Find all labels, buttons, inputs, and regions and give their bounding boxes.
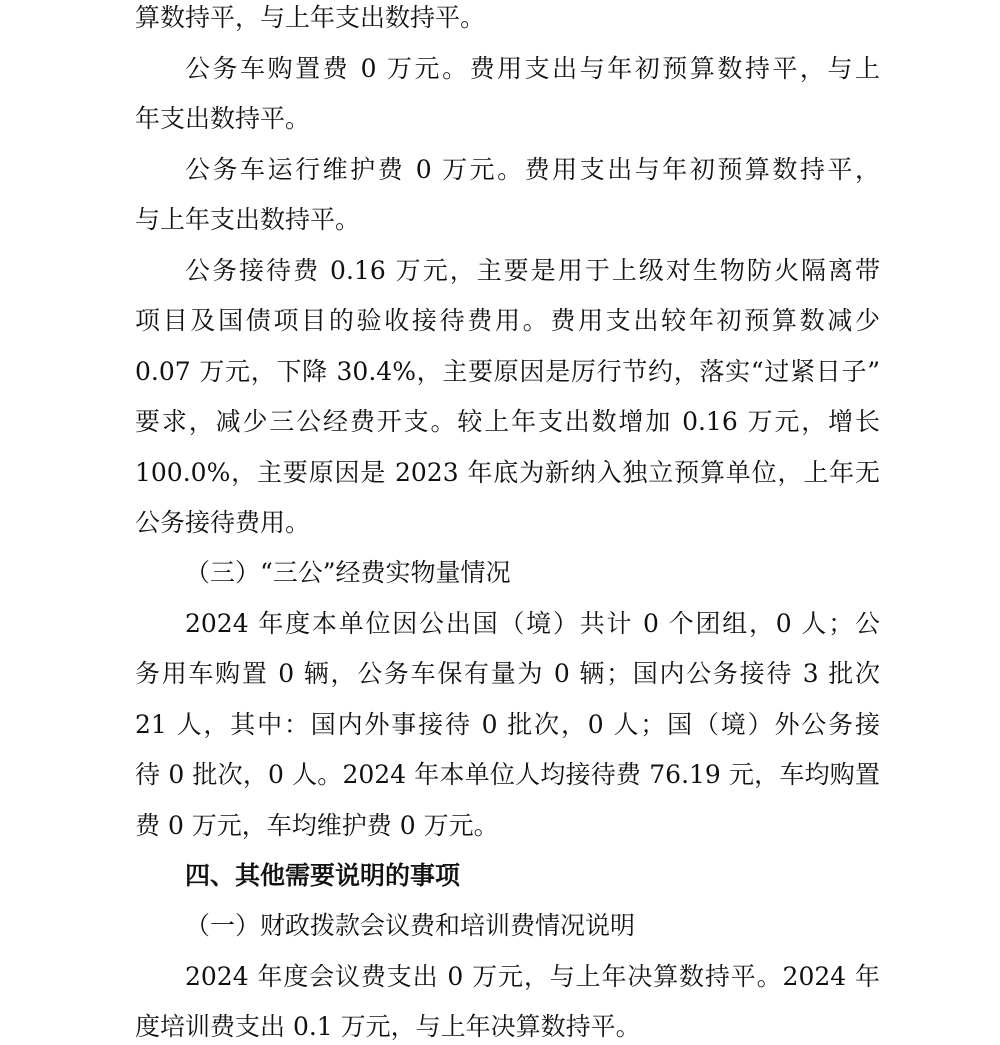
paragraph-line: 21 人，其中：国内外事接待 0 批次，0 人；国（境）外公务接 — [135, 710, 880, 739]
paragraph-line: 务用车购置 0 辆，公务车保有量为 0 辆；国内公务接待 3 批次 — [135, 659, 880, 688]
paragraph-line: 公务接待费 0.16 万元，主要是用于上级对生物防火隔离带 — [185, 256, 880, 285]
paragraph-line: 待 0 批次，0 人。2024 年本单位人均接待费 76.19 元，车均购置 — [135, 760, 880, 789]
paragraph-line: 要求，减少三公经费开支。较上年支出数增加 0.16 万元，增长 — [135, 407, 880, 436]
paragraph-line: 2024 年度本单位因公出国（境）共计 0 个团组，0 人；公 — [185, 609, 880, 638]
paragraph-line: 100.0%，主要原因是 2023 年底为新纳入独立预算单位，上年无 — [135, 458, 880, 487]
paragraph-line: 费 0 万元，车均维护费 0 万元。 — [135, 811, 499, 840]
paragraph-line: 2024 年度会议费支出 0 万元，与上年决算数持平。2024 年 — [185, 962, 880, 991]
paragraph-line: 度培训费支出 0.1 万元，与上年决算数持平。 — [135, 1012, 641, 1041]
paragraph-line: 年支出数持平。 — [135, 104, 311, 133]
paragraph-line: 公务车购置费 0 万元。费用支出与年初预算数持平，与上 — [185, 54, 880, 83]
section-heading: 四、其他需要说明的事项 — [185, 861, 461, 890]
section-subheading: （三）“三公”经费实物量情况 — [185, 558, 511, 587]
paragraph-line: 公务接待费用。 — [135, 508, 311, 537]
section-subheading: （一）财政拨款会议费和培训费情况说明 — [185, 911, 636, 940]
paragraph-line: 算数持平，与上年支出数持平。 — [135, 3, 486, 32]
paragraph-line: 项目及国债项目的验收接待费用。费用支出较年初预算数减少 — [135, 306, 880, 335]
paragraph-line: 公务车运行维护费 0 万元。费用支出与年初预算数持平， — [185, 155, 880, 184]
paragraph-line: 0.07 万元，下降 30.4%，主要原因是厉行节约，落实“过紧日子” — [135, 357, 880, 386]
paragraph-line: 与上年支出数持平。 — [135, 205, 361, 234]
